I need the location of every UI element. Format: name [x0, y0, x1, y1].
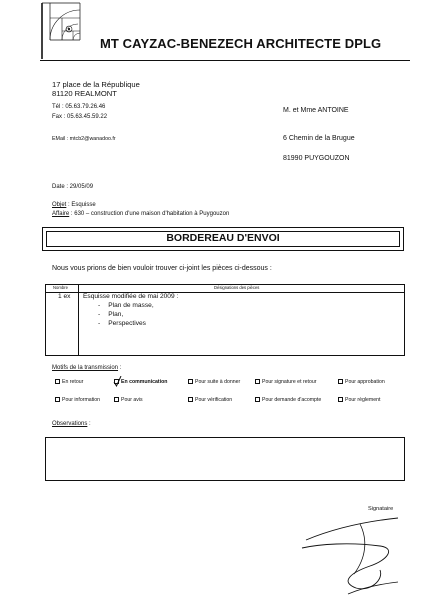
checkbox-label: Pour signature et retour	[262, 379, 317, 385]
checkbox-verification[interactable]	[188, 396, 232, 404]
checkbox-label: Pour information	[62, 397, 101, 403]
bullet-dash: -	[98, 302, 101, 309]
checkbox-label: Pour avis	[121, 397, 143, 403]
bullet-text: Plan,	[108, 311, 124, 318]
checkbox-demande-acompte[interactable]	[255, 396, 321, 404]
checkbox-label: Pour demande d'acompte	[262, 397, 322, 403]
checkbox-box[interactable]	[338, 379, 343, 384]
pieces-table	[45, 284, 405, 356]
document-date: Date : 29/05/09	[52, 184, 94, 190]
list-item	[98, 302, 154, 309]
checkbox-box[interactable]	[55, 379, 60, 384]
observations-label: Observations	[52, 421, 88, 427]
observations-colon: :	[87, 421, 91, 427]
table-column-divider	[78, 285, 79, 355]
sender-fax: Fax : 05.63.45.59.22	[52, 114, 108, 120]
affaire-label: Affaire	[52, 211, 70, 217]
checkbox-box[interactable]	[255, 379, 260, 384]
checkbox-pour-suite[interactable]	[188, 378, 240, 386]
list-item	[98, 311, 123, 318]
firm-title: MT CAYZAC-BENEZECH ARCHITECTE DPLG	[100, 36, 382, 51]
checkbox-signature-retour[interactable]	[255, 378, 317, 386]
observations-field[interactable]	[45, 437, 405, 481]
checkbox-avis[interactable]	[114, 396, 143, 404]
checkbox-label: Pour approbation	[345, 379, 385, 385]
objet-label: Objet	[52, 202, 67, 208]
checkbox-box[interactable]	[114, 397, 119, 402]
checkbox-label: En communication	[121, 379, 168, 385]
motifs-colon: :	[118, 365, 122, 371]
checkbox-checked[interactable]	[114, 379, 119, 384]
bullet-dash: -	[98, 311, 101, 318]
sender-email: EMail : mtcb2@wanadoo.fr	[52, 136, 116, 142]
checkbox-box[interactable]	[188, 379, 193, 384]
col-header-nombre: Nombre	[53, 285, 68, 290]
list-item	[98, 320, 146, 327]
bullet-text: Perspectives	[108, 320, 146, 327]
objet-value: : Esquisse	[66, 202, 96, 208]
checkbox-information[interactable]	[55, 396, 100, 404]
intro-text: Nous vous prions de bien vouloir trouver ci-joint les pièces ci-dessous :	[52, 265, 272, 272]
table-header-row	[46, 285, 404, 293]
checkbox-box[interactable]	[255, 397, 260, 402]
checkbox-approbation[interactable]	[338, 378, 385, 386]
bullet-dash: -	[98, 320, 101, 327]
table-qty: 1 ex	[58, 293, 71, 300]
affaire-line	[52, 210, 229, 219]
handwritten-signature	[300, 510, 410, 598]
checkbox-en-communication[interactable]	[114, 378, 167, 386]
recipient-street: 6 Chemin de la Brugue	[283, 135, 355, 142]
sender-street: 17 place de la République	[52, 80, 140, 89]
col-header-designation: Désignations des pièces	[214, 285, 260, 290]
checkbox-box[interactable]	[338, 397, 343, 402]
architect-logo	[40, 2, 92, 60]
checkbox-label: En retour	[62, 379, 84, 385]
checkbox-box[interactable]	[55, 397, 60, 402]
sender-tel: Tél : 05.63.79.26.46	[52, 104, 106, 110]
bordereau-title: BORDEREAU D'ENVOI	[166, 232, 280, 244]
header-rule	[40, 60, 410, 61]
affaire-value: : 630 – construction d'une maison d'habitation à Puygouzon	[69, 211, 230, 217]
checkmark-icon	[113, 376, 122, 387]
bullet-text: Plan de masse,	[108, 302, 154, 309]
bordereau-title-box	[42, 227, 404, 251]
motifs-heading	[52, 364, 121, 373]
recipient-city: 81990 PUYGOUZON	[283, 155, 350, 162]
checkbox-label: Pour règlement	[345, 397, 381, 403]
motifs-label: Motifs de la transmission	[52, 365, 119, 371]
checkbox-en-retour[interactable]	[55, 378, 83, 386]
checkbox-reglement[interactable]	[338, 396, 380, 404]
checkbox-label: Pour vérification	[195, 397, 233, 403]
signature-label: Signataire	[368, 506, 394, 512]
table-item-title: Esquisse modifiée de mai 2009 :	[83, 293, 179, 300]
observations-heading	[52, 420, 91, 429]
checkbox-label: Pour suite à donner	[195, 379, 241, 385]
recipient-name: M. et Mme ANTOINE	[283, 107, 349, 114]
checkbox-box[interactable]	[188, 397, 193, 402]
objet-line	[52, 201, 96, 210]
sender-city: 81120 REALMONT	[52, 89, 117, 98]
